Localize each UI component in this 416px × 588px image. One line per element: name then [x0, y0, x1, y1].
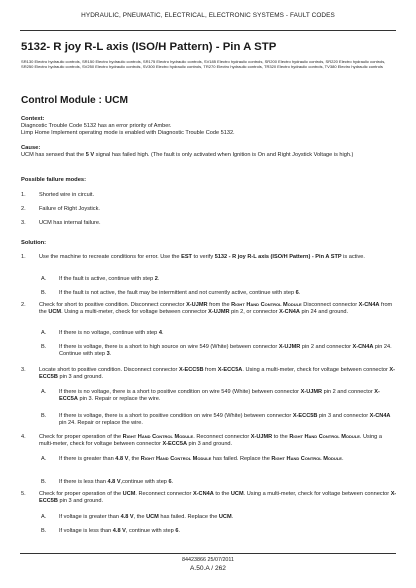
context-line-2: Limp Home Implement operating mode is enabled with Diagnostic Trouble Code 5132. [21, 130, 235, 136]
context-line-1: Diagnostic Trouble Code 5132 has an error priority of Amber. [21, 123, 172, 129]
running-header: HYDRAULIC, PNEUMATIC, ELECTRICAL, ELECTRONIC SYSTEMS - FAULT CODES [81, 12, 335, 19]
applicable-models: SR130 Electro hydraulic controls, SR150 Electro hydraulic controls, SR175 Electro hydraulic controls, SV185 Electro hydraulic controls, SR200 Electro hydraulic controls, SR220 Electro hydraulic controls, SR250 Electro hydraulic controls, SV250 Electro hydraulic controls, SV300 Electro hydraulic controls, TR270 Electro hydraulic controls, TR320 Electro hydraulic controls, TV380 Electro hydraulic controls [21, 59, 386, 70]
page-title: 5132- R joy R-L axis (ISO/H Pattern) - Pin A STP [21, 41, 277, 53]
header-rule [20, 30, 396, 31]
failure-modes-heading: Possible failure modes: [21, 177, 87, 183]
cause-text: UCM has sensed that the 5 V signal has failed high. (The fault is only activated when Ignition is On and Right Joystick Voltage is high.) [21, 152, 354, 158]
footer-rule [20, 553, 396, 554]
solution-heading: Solution: [21, 240, 47, 246]
footer-page-number: A.50.A / 262 [190, 565, 226, 572]
footer-doc-number: 84423866 25/07/2011 [181, 557, 235, 563]
cause-heading: Cause: [21, 145, 41, 151]
section-title: Control Module : UCM [21, 95, 128, 106]
context-heading: Context: [21, 116, 45, 122]
